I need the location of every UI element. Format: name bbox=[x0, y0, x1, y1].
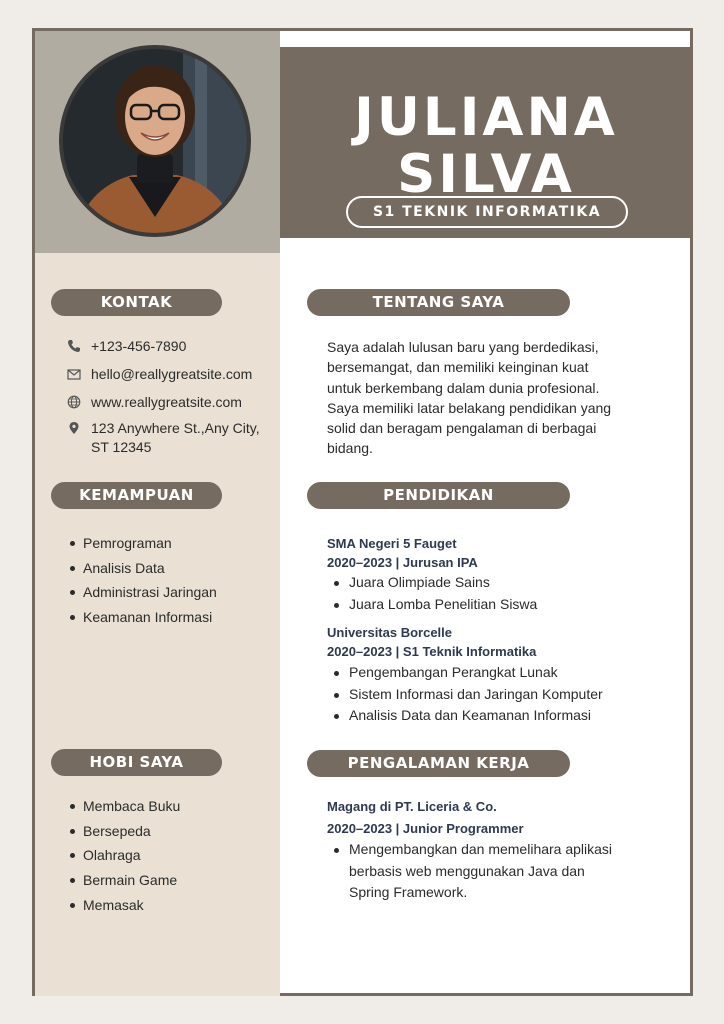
experience-line: Spring Framework. bbox=[349, 884, 468, 900]
education-school-1: SMA Negeri 5 Fauget bbox=[327, 536, 457, 551]
list-item: Analisis Data dan Keamanan Informasi bbox=[349, 705, 603, 727]
about-heading: TENTANG SAYA bbox=[307, 289, 570, 316]
list-item: Pengembangan Perangkat Lunak bbox=[349, 662, 603, 684]
list-item: Analisis Data bbox=[83, 556, 217, 581]
about-line: Saya memiliki latar belakang pendidikan yang bbox=[327, 399, 612, 416]
contact-phone bbox=[67, 337, 186, 356]
last-name: SILVA bbox=[397, 144, 575, 205]
degree-badge: S1 TEKNIK INFORMATIKA bbox=[346, 196, 628, 228]
list-item: Memasak bbox=[83, 893, 180, 918]
photo-panel bbox=[35, 31, 280, 253]
first-name: JULIANA bbox=[354, 87, 618, 148]
experience-points bbox=[349, 839, 612, 904]
skills-list bbox=[83, 531, 217, 630]
phone-icon bbox=[67, 339, 81, 353]
list-item: Olahraga bbox=[83, 843, 180, 868]
experience-company: Magang di PT. Liceria & Co. bbox=[327, 799, 497, 814]
education-period-1: 2020–2023 | Jurusan IPA bbox=[327, 555, 478, 570]
list-item: Pemrograman bbox=[83, 531, 217, 556]
about-line: untuk berkembang dalam dunia profesional. bbox=[327, 379, 600, 396]
education-points-2 bbox=[349, 662, 603, 727]
experience-period: 2020–2023 | Junior Programmer bbox=[327, 821, 524, 836]
contact-website bbox=[67, 393, 242, 412]
experience-heading: PENGALAMAN KERJA bbox=[307, 750, 570, 777]
list-item: Keamanan Informasi bbox=[83, 605, 217, 630]
hobbies-heading: HOBI SAYA bbox=[51, 749, 222, 776]
about-line: Saya adalah lulusan baru yang berdedikasi, bbox=[327, 339, 599, 355]
about-line: bidang. bbox=[327, 440, 373, 457]
education-points-1 bbox=[349, 572, 537, 615]
location-pin-icon bbox=[67, 421, 81, 435]
education-school-2: Universitas Borcelle bbox=[327, 625, 453, 640]
phone-number[interactable]: +123-456-7890 bbox=[91, 338, 187, 354]
skills-heading: KEMAMPUAN bbox=[51, 482, 222, 509]
address-line-2: ST 12345 bbox=[91, 439, 152, 455]
list-item: Sistem Informasi dan Jaringan Komputer bbox=[349, 684, 603, 706]
list-item: Juara Olimpiade Sains bbox=[349, 572, 537, 594]
mail-icon bbox=[67, 367, 81, 381]
address-line-1: 123 Anywhere St.,Any City, bbox=[91, 420, 260, 436]
list-item: Juara Lomba Penelitian Siswa bbox=[349, 594, 537, 616]
sidebar bbox=[35, 253, 280, 996]
portrait-illustration bbox=[63, 49, 247, 233]
list-item bbox=[349, 839, 612, 904]
about-paragraph bbox=[327, 337, 667, 459]
name-header bbox=[280, 47, 692, 238]
contact-heading: KONTAK bbox=[51, 289, 222, 316]
globe-icon bbox=[67, 395, 81, 409]
about-line: bersemangat, dan memiliki keinginan kuat bbox=[327, 359, 589, 376]
about-line: solid dan beragam pengalaman di berbagai bbox=[327, 420, 597, 437]
experience-line: berbasis web menggunakan Java dan bbox=[349, 862, 585, 879]
email-address[interactable]: hello@reallygreatsite.com bbox=[91, 366, 253, 382]
hobbies-list bbox=[83, 794, 180, 918]
education-period-2: 2020–2023 | S1 Teknik Informatika bbox=[327, 644, 537, 659]
education-heading: PENDIDIKAN bbox=[307, 482, 570, 509]
list-item: Bersepeda bbox=[83, 819, 180, 844]
contact-address bbox=[67, 419, 260, 457]
list-item: Membaca Buku bbox=[83, 794, 180, 819]
contact-email bbox=[67, 365, 252, 384]
website-link[interactable]: www.reallygreatsite.com bbox=[91, 394, 242, 410]
resume-page bbox=[32, 28, 693, 996]
list-item: Bermain Game bbox=[83, 868, 180, 893]
list-item: Administrasi Jaringan bbox=[83, 580, 217, 605]
experience-line: Mengembangkan dan memelihara aplikasi bbox=[349, 841, 613, 857]
avatar bbox=[59, 45, 251, 237]
full-name bbox=[280, 89, 692, 203]
